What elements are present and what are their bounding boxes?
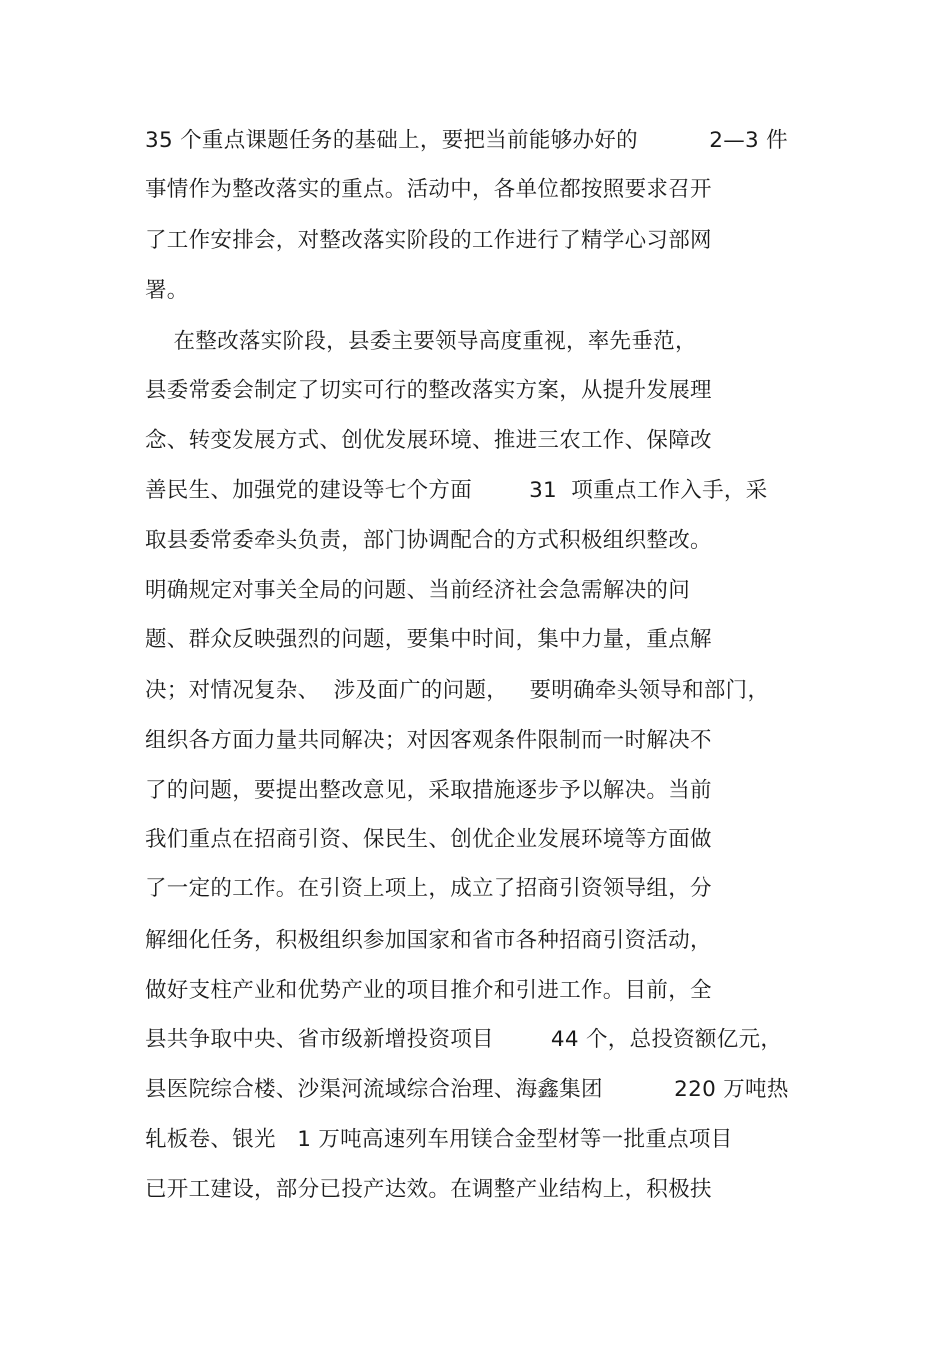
text-line: 了的问题，要提出整改意见，采取措施逐步予以解决。当前 xyxy=(145,778,712,803)
text-line: 轧板卷、银光 1 万吨高速列车用镁合金型材等一批重点项目 xyxy=(145,1127,733,1152)
text-line: 在整改落实阶段，县委主要领导高度重视，率先垂范， xyxy=(145,329,697,354)
text-line: 组织各方面力量共同解决；对因客观条件限制而一时解决不 xyxy=(145,728,712,753)
text-line: 署。 xyxy=(145,278,189,303)
text-line: 念、转变发展方式、创优发展环境、推进三农工作、保障改 xyxy=(145,428,712,453)
text-line: 县医院综合楼、沙渠河流域综合治理、海鑫集团 220 万吨热 xyxy=(145,1077,789,1102)
text-line: 善民生、加强党的建设等七个方面 31 项重点工作入手，采 xyxy=(145,478,768,503)
text-line: 明确规定对事关全局的问题、当前经济社会急需解决的问 xyxy=(145,578,691,603)
text-line: 县共争取中央、省市级新增投资项目 44 个，总投资额亿元， xyxy=(145,1027,783,1052)
text-line: 做好支柱产业和优势产业的项目推介和引进工作。目前，全 xyxy=(145,978,712,1003)
text-line: 已开工建设，部分已投产达效。在调整产业结构上，积极扶 xyxy=(145,1177,712,1202)
text-line: 我们重点在招商引资、保民生、创优企业发展环境等方面做 xyxy=(145,827,712,852)
text-line: 题、群众反映强烈的问题，要集中时间，集中力量，重点解 xyxy=(145,627,712,652)
text-line: 取县委常委牵头负责，部门协调配合的方式积极组织整改。 xyxy=(145,528,712,553)
text-line: 了工作安排会，对整改落实阶段的工作进行了精学心习部网 xyxy=(145,228,712,253)
text-line: 决；对情况复杂、 涉及面广的问题， 要明确牵头领导和部门， xyxy=(145,678,770,703)
text-line: 了一定的工作。在引资上项上，成立了招商引资领导组，分 xyxy=(145,876,712,901)
text-line: 县委常委会制定了切实可行的整改落实方案，从提升发展理 xyxy=(145,378,712,403)
text-line: 解细化任务，积极组织参加国家和省市各种招商引资活动， xyxy=(145,928,712,953)
text-line: 35 个重点课题任务的基础上，要把当前能够办好的 2—3 件 xyxy=(145,128,788,153)
text-line: 事情作为整改落实的重点。活动中，各单位都按照要求召开 xyxy=(145,177,712,202)
